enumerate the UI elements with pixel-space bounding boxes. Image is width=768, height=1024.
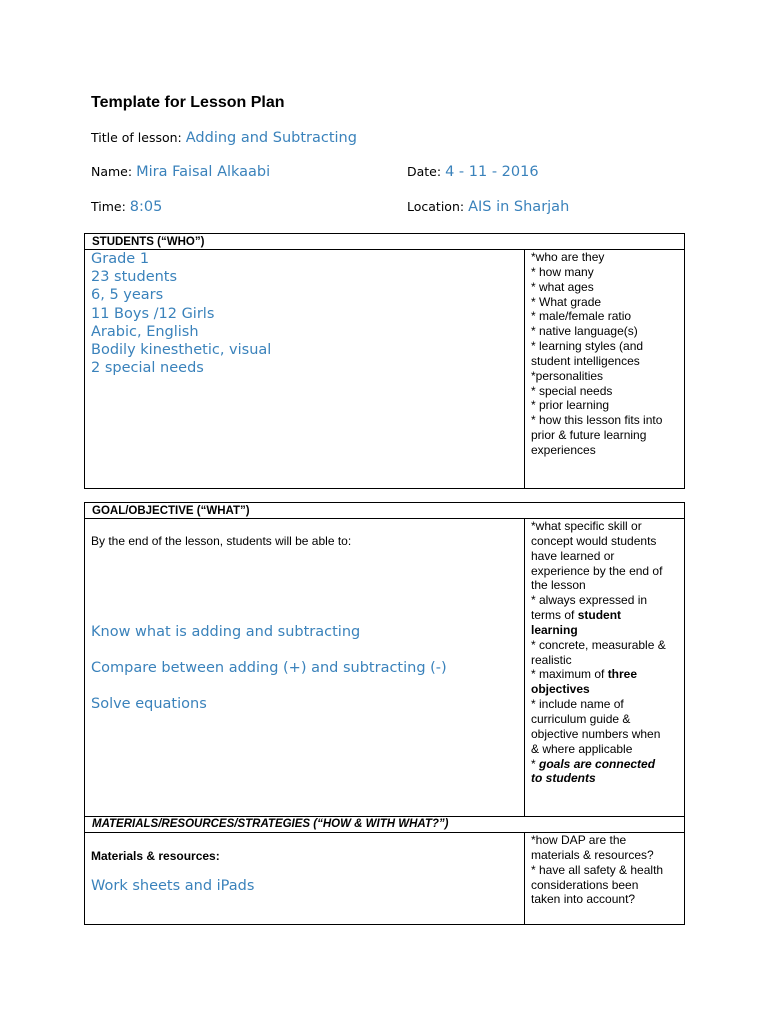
note-line: curriculum guide & <box>531 711 631 726</box>
note-line: * native language(s) <box>531 324 638 339</box>
list-item: Arabic, English <box>91 323 199 340</box>
note-line: materials & resources? <box>531 847 654 862</box>
time-field <box>91 199 162 215</box>
note-emphasis: learning <box>531 622 578 637</box>
note-line: * include name of <box>531 697 624 712</box>
materials-notes <box>531 833 663 907</box>
note-emphasis: objectives <box>531 682 590 697</box>
note-line <box>531 682 666 697</box>
note-line: *how DAP are the <box>531 833 627 847</box>
note-line: * learning styles (and <box>531 339 644 354</box>
note-line: * concrete, measurable & <box>531 637 666 652</box>
note-line <box>531 771 666 786</box>
time-label: Time: <box>91 199 126 214</box>
location-field <box>407 199 569 215</box>
objective-compare: Compare between adding (+) and subtracting (-) <box>91 660 447 676</box>
goal-intro: By the end of the lesson, students will be able to: <box>91 534 352 548</box>
date-field <box>407 164 539 180</box>
name-value: Mira Faisal Alkaabi <box>136 164 271 180</box>
note-line: * how many <box>531 264 594 279</box>
note-line: objective numbers when <box>531 726 661 741</box>
note-line: have learned or <box>531 548 615 563</box>
note-line <box>531 757 666 772</box>
note-text: * <box>531 756 540 771</box>
note-line: concept would students <box>531 533 657 548</box>
materials-value: Work sheets and iPads <box>91 878 255 894</box>
note-line: taken into account? <box>531 892 636 907</box>
note-line: experiences <box>531 442 596 457</box>
goal-notes <box>531 519 666 786</box>
lesson-title-field <box>91 130 357 146</box>
note-line: considerations been <box>531 877 639 892</box>
materials-label: Materials & resources: <box>91 849 220 863</box>
note-emphasis: student <box>577 608 622 623</box>
materials-divider <box>524 832 525 924</box>
note-line: prior & future learning <box>531 428 647 443</box>
date-label: Date: <box>407 164 442 179</box>
note-line <box>531 667 666 682</box>
note-emphasis: goals are connected <box>539 756 656 771</box>
note-line: *what specific skill or <box>531 519 642 533</box>
note-line: experience by the end of <box>531 563 663 578</box>
note-line: * how this lesson fits into <box>531 413 663 428</box>
objective-know: Know what is adding and subtracting <box>91 624 361 640</box>
note-line: *who are they <box>531 250 605 264</box>
note-line: student intelligences <box>531 353 640 368</box>
date-value: 4 - 11 - 2016 <box>445 164 539 180</box>
note-line: realistic <box>531 652 572 667</box>
note-text: terms of <box>531 608 578 623</box>
lesson-title-value: Adding and Subtracting <box>185 130 357 146</box>
note-line: * what ages <box>531 279 594 294</box>
materials-header: MATERIALS/RESOURCES/STRATEGIES (“HOW & WITH WHAT?”) <box>85 816 684 833</box>
note-line: & where applicable <box>531 741 633 756</box>
objective-solve: Solve equations <box>91 696 207 712</box>
list-item: 6, 5 years <box>91 287 164 304</box>
note-line: the lesson <box>531 578 586 593</box>
students-table <box>84 233 685 489</box>
note-line: * have all safety & health <box>531 862 664 877</box>
time-value: 8:05 <box>129 199 163 215</box>
note-line: * male/female ratio <box>531 309 632 324</box>
location-value: AIS in Sharjah <box>468 199 570 215</box>
goal-materials-table <box>84 502 685 925</box>
list-item: 23 students <box>91 269 178 286</box>
location-label: Location: <box>407 199 465 214</box>
note-line <box>531 608 666 623</box>
goal-divider <box>524 518 525 816</box>
note-text: * maximum of <box>531 667 608 682</box>
note-line: * prior learning <box>531 398 610 413</box>
note-emphasis: to students <box>531 771 596 786</box>
lesson-title-label: Title of lesson: <box>91 130 182 145</box>
note-emphasis: three <box>607 667 638 682</box>
students-divider <box>524 249 525 488</box>
note-line <box>531 623 666 638</box>
list-item: 2 special needs <box>91 360 204 377</box>
students-header: STUDENTS (“WHO”) <box>85 234 684 250</box>
list-item: Grade 1 <box>91 251 150 267</box>
students-notes <box>531 250 662 458</box>
list-item: 11 Boys /12 Girls <box>91 305 215 322</box>
students-entries <box>91 250 271 377</box>
note-line: * always expressed in <box>531 593 648 608</box>
name-label: Name: <box>91 164 133 179</box>
name-field <box>91 164 270 180</box>
page-title: Template for Lesson Plan <box>91 94 285 111</box>
goal-header: GOAL/OBJECTIVE (“WHAT”) <box>85 503 684 519</box>
list-item: Bodily kinesthetic, visual <box>91 342 272 359</box>
note-line: * special needs <box>531 383 613 398</box>
note-line: *personalities <box>531 368 604 383</box>
note-line: * What grade <box>531 294 602 309</box>
